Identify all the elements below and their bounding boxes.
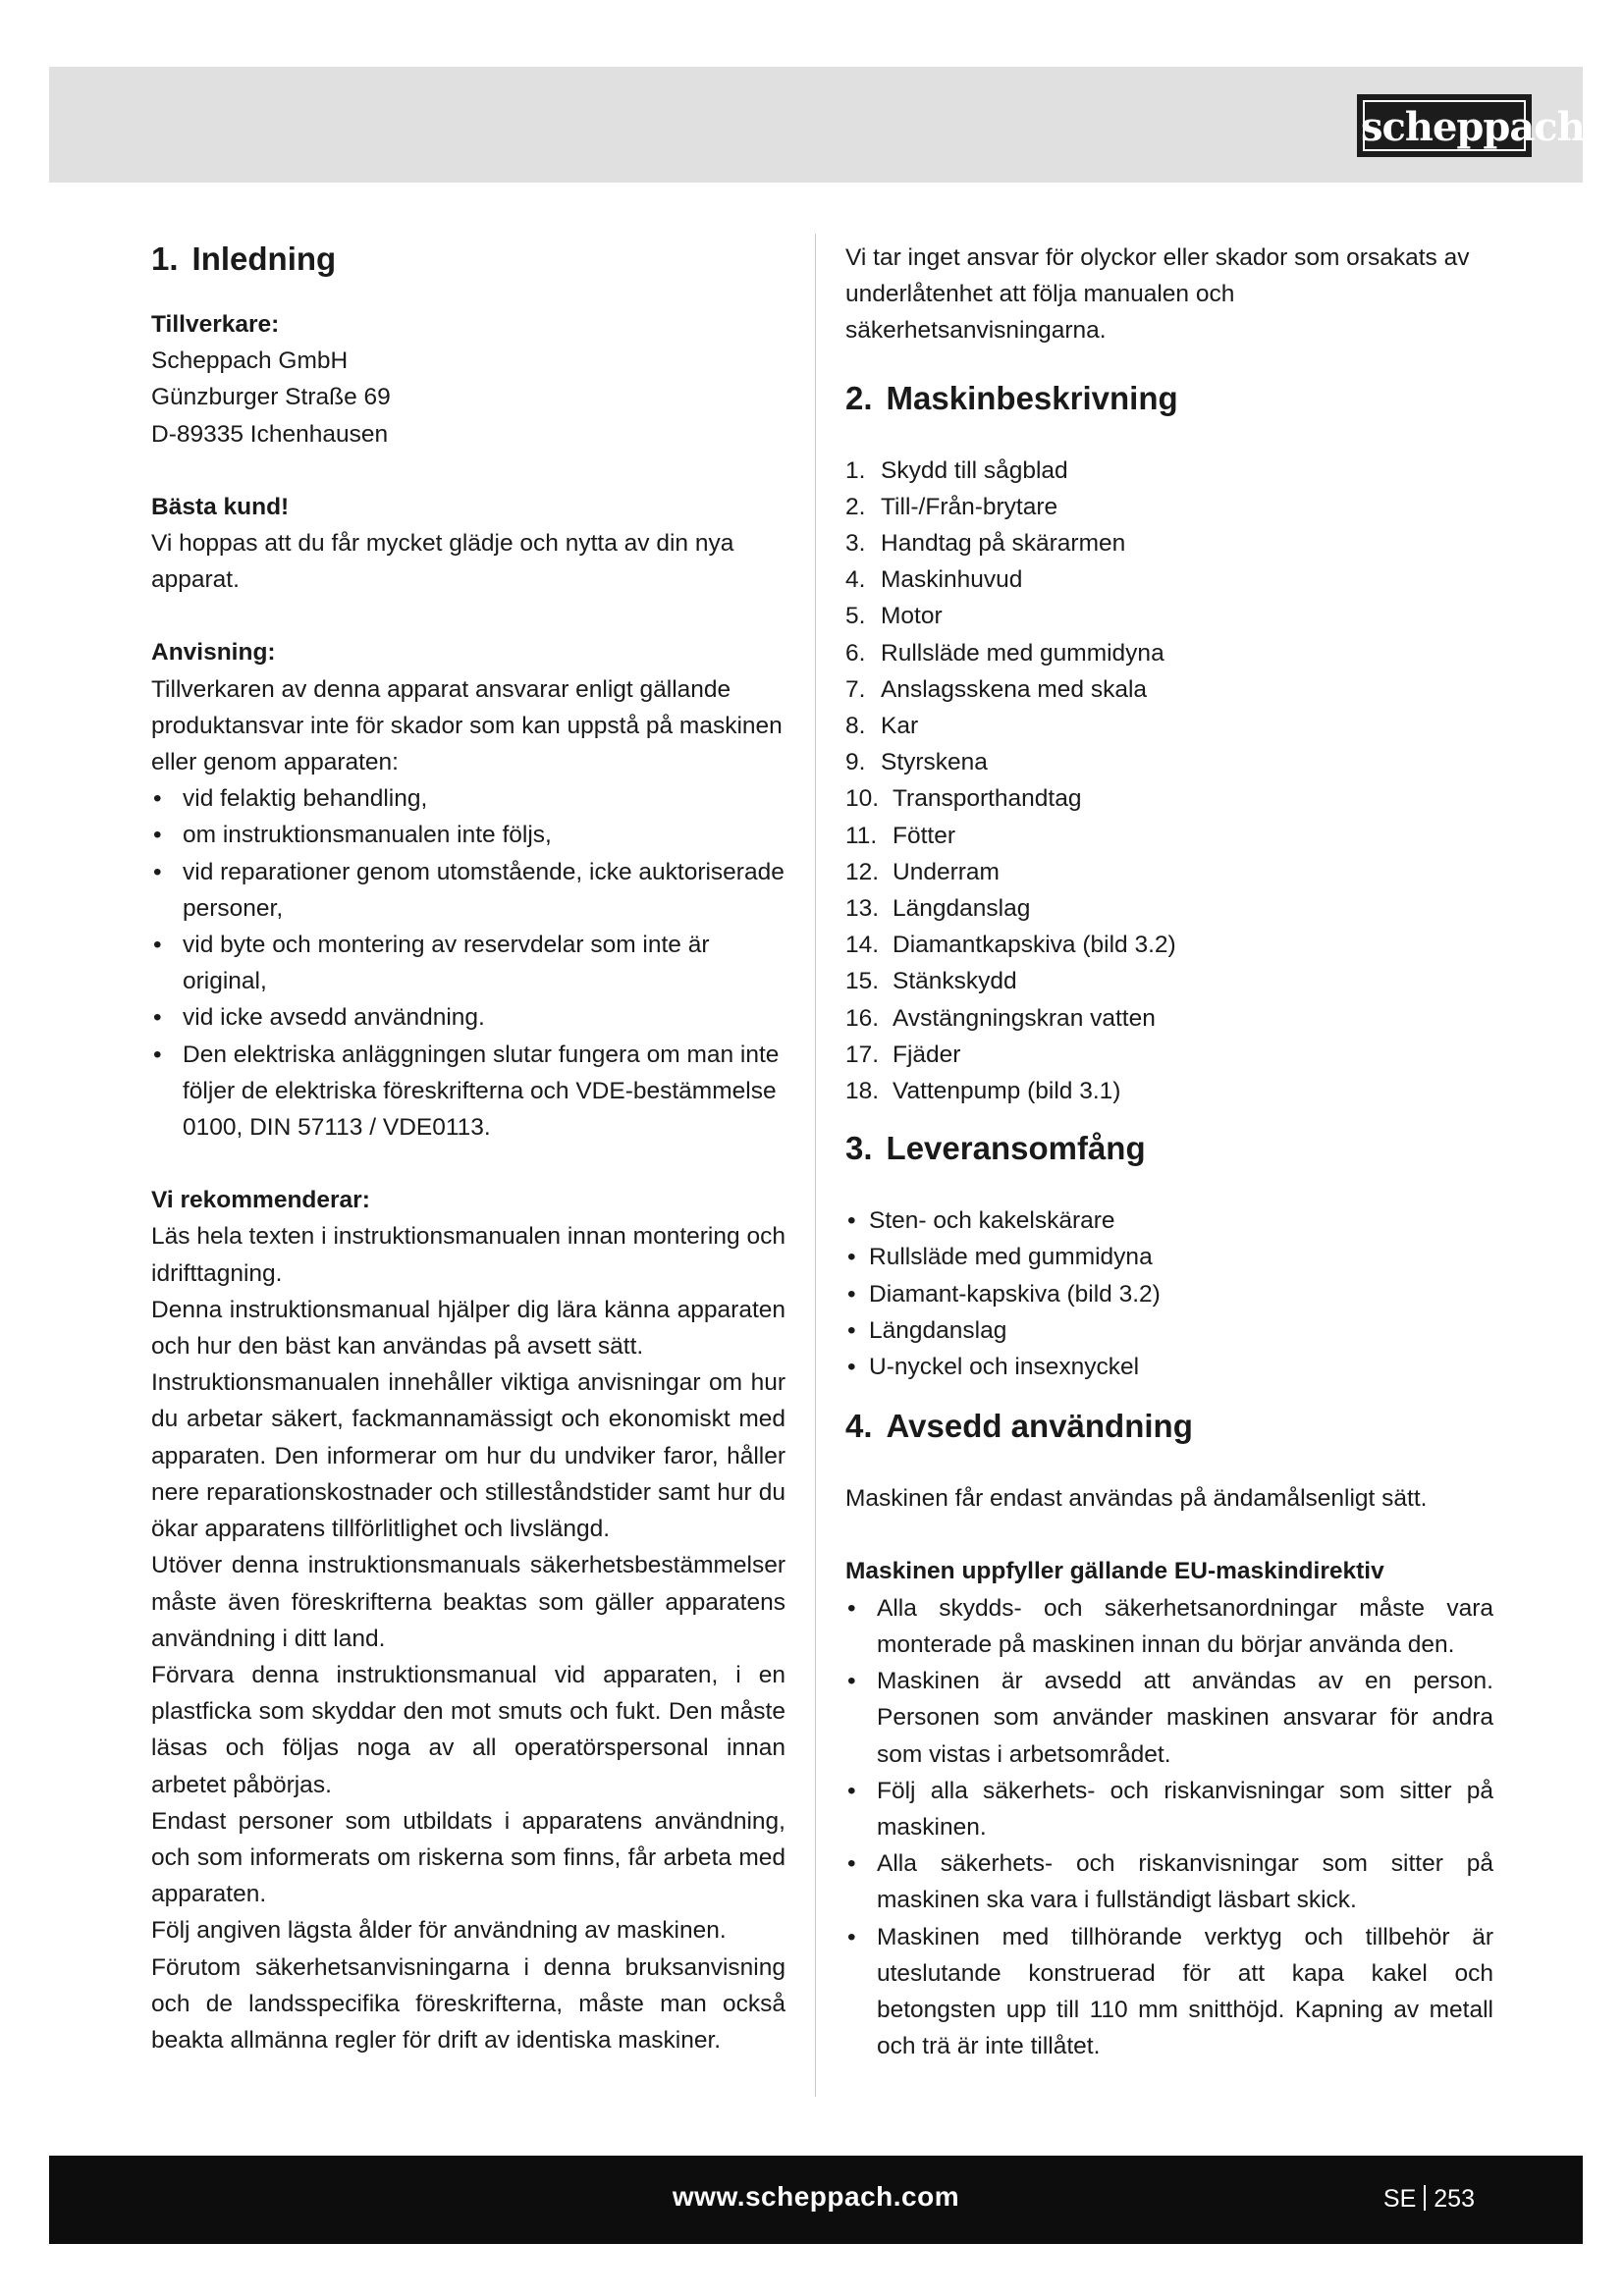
delivery-list: [845, 1202, 1493, 1385]
dear-customer-label: Bästa kund!: [151, 493, 290, 520]
list-item: 10. Transporthandtag: [845, 785, 1082, 813]
manufacturer-line: Günzburger Straße 69: [151, 384, 391, 411]
manufacturer-line: Scheppach GmbH: [151, 347, 349, 375]
section-3-heading: [845, 1129, 1493, 1168]
list-item: 3. Handtag på skärarmen: [845, 530, 1126, 558]
language-code: SE: [1382, 2185, 1417, 2213]
paragraph: Endast personer som utbildats i apparatens användning, och som informerats om riskerna som finns, får arbeta med apparaten.: [151, 1807, 785, 1908]
paragraph: Denna instruktionsmanual hjälper dig lära känna apparaten och hur den bäst kan användas på avsett sätt.: [151, 1296, 785, 1361]
notice-label: Anvisning:: [151, 639, 276, 667]
manufacturer-line: D-89335 Ichenhausen: [151, 420, 389, 448]
list-item: 14. Diamantkapskiva (bild 3.2): [845, 932, 1176, 959]
left-column: [151, 240, 785, 2058]
section-title: Avsedd användning: [886, 1408, 1193, 1445]
section-number: 4.: [845, 1408, 873, 1445]
section-number: 3.: [845, 1130, 873, 1167]
paragraph: Förutom säkerhetsanvisningarna i denna bruksanvisning och de landsspecifika föreskrifterna, måste man också beakta allmänna regler för drift av identiska maskiner.: [151, 1953, 785, 2054]
paragraph: Följ angiven lägsta ålder för användning av maskinen.: [151, 1917, 727, 1945]
list-item: • Längdanslag: [845, 1312, 1493, 1349]
dear-customer-text: Vi hoppas att du får mycket glädje och nytta av din nya apparat.: [151, 530, 734, 594]
eu-directive-label: Maskinen uppfyller gällande EU-maskindirektiv: [845, 1558, 1384, 1585]
list-item: 12. Underram: [845, 858, 1000, 885]
list-item: 11. Fötter: [845, 822, 955, 849]
page-indicator: [1383, 2185, 1475, 2214]
section-4-heading: [845, 1407, 1493, 1446]
list-item: • Alla säkerhets- och riskanvisningar som sitter på maskinen ska vara i fullständigt läsbart skick.: [845, 1845, 1493, 1918]
section-2-heading: [845, 379, 1493, 418]
list-item: 4. Maskinhuvud: [845, 566, 1023, 594]
eu-directive-list: [845, 1590, 1493, 2065]
list-item: • Rullsläde med gummidyna: [845, 1239, 1493, 1275]
notice-text: Tillverkaren av denna apparat ansvarar enligt gällande produktansvar inte för skador som kan uppstå på maskinen eller genom apparaten:: [151, 675, 783, 776]
list-item: 18. Vattenpump (bild 3.1): [845, 1078, 1121, 1105]
list-item: • Maskinen är avsedd att användas av en person. Personen som använder maskinen ansvarar för andra som vistas i arbetsområdet.: [845, 1663, 1493, 1773]
list-item: • Sten- och kakelskärare: [845, 1202, 1493, 1239]
section-title: Maskinbeskrivning: [886, 379, 1178, 416]
scheppach-logo: scheppach: [1357, 94, 1532, 157]
list-item: • Maskinen med tillhörande verktyg och tillbehör är uteslutande konstruerad för att kapa kakel och betongsten upp till 110 mm snitthöjd. Kapning av metall och trä är inte tillåtet.: [845, 1919, 1493, 2065]
page-number: 253: [1434, 2185, 1475, 2213]
section-number: 2.: [845, 379, 873, 416]
list-item: 5. Motor: [845, 603, 943, 630]
section-title: Inledning: [191, 240, 337, 277]
list-item: 1. Skydd till sågblad: [845, 456, 1068, 484]
recommend-label: Vi rekommenderar:: [151, 1187, 370, 1214]
list-item: 8. Kar: [845, 713, 919, 740]
list-item: • om instruktionsmanualen inte följs,: [151, 817, 785, 853]
right-column: [845, 240, 1493, 2064]
manufacturer-label: Tillverkare:: [151, 311, 280, 338]
list-item: • Följ alla säkerhets- och riskanvisningar som sitter på maskinen.: [845, 1773, 1493, 1845]
list-item: • Den elektriska anläggningen slutar fungera om man inte följer de elektriska föreskrifterna och VDE-bestämmelse 0100, DIN 57113 / VDE0113.: [151, 1037, 785, 1147]
recommend-body: [151, 1218, 785, 2058]
list-item: • vid felaktig behandling,: [151, 780, 785, 817]
intended-use-text: Maskinen får endast användas på ändamålsenligt sätt.: [845, 1485, 1428, 1513]
list-item: 6. Rullsläde med gummidyna: [845, 639, 1164, 667]
list-item: 7. Anslagsskena med skala: [845, 675, 1148, 703]
parts-list: [845, 453, 1493, 1110]
list-item: 16. Avstängningskran vatten: [845, 1004, 1156, 1032]
footer-band: [49, 2156, 1583, 2244]
paragraph: Läs hela texten i instruktionsmanualen innan montering och idrifttagning.: [151, 1223, 785, 1287]
list-item: • vid byte och montering av reservdelar som inte är original,: [151, 927, 785, 999]
section-1-heading: [151, 240, 785, 279]
footer-url[interactable]: www.scheppach.com: [672, 2181, 960, 2212]
paragraph: Förvara denna instruktionsmanual vid apparaten, i en plastficka som skyddar den mot smuts och fukt. Den måste läsas och följas noga av all operatörspersonal innan arbetet påbörjas.: [151, 1661, 785, 1798]
paragraph: Utöver denna instruktionsmanuals säkerhetsbestämmelser måste även föreskrifterna beaktas som gäller apparatens användning i ditt land.: [151, 1552, 785, 1652]
column-divider: [815, 234, 816, 2097]
list-item: • vid reparationer genom utomstående, icke auktoriserade personer,: [151, 854, 785, 927]
list-item: 9. Styrskena: [845, 749, 988, 776]
list-item: • vid icke avsedd användning.: [151, 999, 785, 1036]
list-item: • Alla skydds- och säkerhetsanordningar måste vara monterade på maskinen innan du börjar använda den.: [845, 1590, 1493, 1663]
section-number: 1.: [151, 240, 179, 277]
separator-bar: [1424, 2185, 1426, 2211]
list-item: 15. Stänkskydd: [845, 968, 1017, 995]
header-band: [49, 67, 1583, 183]
list-item: 2. Till-/Från-brytare: [845, 493, 1058, 520]
list-item: • U-nyckel och insexnyckel: [845, 1349, 1493, 1385]
section-title: Leveransomfång: [886, 1130, 1146, 1167]
notice-list: [151, 780, 785, 1146]
list-item: • Diamant-kapskiva (bild 3.2): [845, 1276, 1493, 1312]
paragraph: Instruktionsmanualen innehåller viktiga anvisningar om hur du arbetar säkert, fackmannamässigt och ekonomiskt med apparaten. Den informerar om hur du undviker faror, håller nere reparationskostnader och stilleståndstider samt hur du ökar apparatens tillförlitlighet och livslängd.: [151, 1369, 785, 1543]
list-item: 17. Fjäder: [845, 1041, 961, 1068]
list-item: 13. Längdanslag: [845, 895, 1031, 923]
liability-text: Vi tar inget ansvar för olyckor eller skador som orsakats av underlåtenhet att följa manualen och säkerhetsanvisningarna.: [845, 244, 1470, 345]
